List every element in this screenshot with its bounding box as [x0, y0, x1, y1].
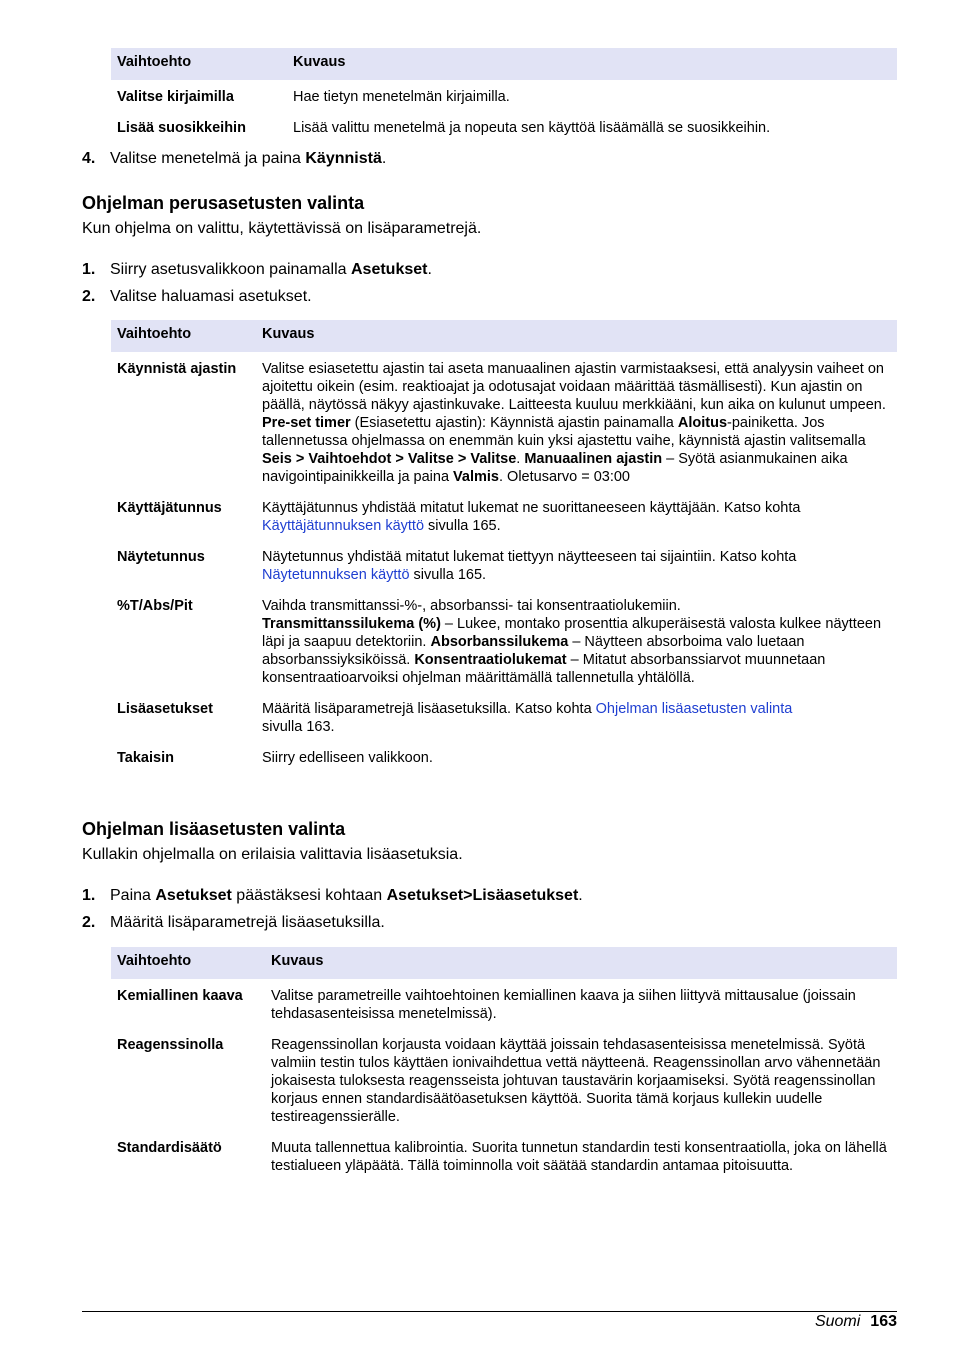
page-number: 163 — [870, 1313, 897, 1330]
option-name: Kemiallinen kaava — [117, 988, 243, 1004]
desc-text: – Syötä asianmukainen aika navigointipainikkeilla ja paina — [262, 451, 848, 485]
table-header — [111, 48, 897, 80]
step-bold: Asetukset — [155, 887, 232, 904]
step-text: Siirry asetusvalikkoon painamalla — [110, 261, 351, 278]
option-description — [256, 499, 897, 548]
user-id-link[interactable]: Käyttäjätunnuksen käyttö — [262, 518, 425, 534]
step-bold: Käynnistä — [305, 150, 382, 167]
desc-text: Vaihda transmittanssi-%-, absorbanssi- tai konsentraatiolukemiin. — [262, 598, 681, 614]
step-bold: Asetukset — [351, 261, 428, 278]
step-2 — [82, 287, 312, 307]
desc-text: . Oletusarvo = 03:00 — [499, 469, 630, 485]
option-name: Käynnistä ajastin — [117, 361, 237, 377]
table-row — [111, 119, 897, 150]
step-1 — [82, 260, 432, 280]
step-text: Valitse haluamasi asetukset. — [110, 288, 312, 305]
section-heading-advanced-settings: Ohjelman lisäasetusten valinta — [82, 819, 346, 839]
option-description: Reagenssinollan korjausta voidaan käyttää joissain tehdasasenteisissa menetelmissä. Syötä valmiin testin tulos käyttäen ionivaihdettua vettä näytteenä. Reagenssinollan arvo vähennetään jokaisesta tuloksesta reagensseista johtuvan taustavärin korjaamiseksi. Syötä reagenssinollan korjaus ennen standardisäätöasetuksen käyttöä. Suorita tämä korjaus kullekin uudelle testireagenssierälle. — [271, 1037, 881, 1125]
section-intro: Kun ohjelma on valittu, käytettävissä on lisäparametrejä. — [82, 220, 482, 237]
option-description: Valitse parametreille vaihtoehtoinen kemiallinen kaava ja siihen liittyvä mittausalue (joissain tehdasasenteisissa menetelmissä). — [271, 988, 856, 1022]
options-table-1 — [111, 48, 897, 150]
option-description: Muuta tallennettua kalibrointia. Suorita tunnetun standardin testi konsentraatiolla, joka on lähellä testialueen yläpäätä. Tällä toiminnolla voit säätää standardin antamaa pitoisuutta. — [271, 1140, 887, 1174]
option-description — [256, 700, 897, 749]
table-row — [111, 749, 897, 780]
sample-id-link[interactable]: Näytetunnuksen käyttö — [262, 567, 410, 583]
option-description: Lisää valittu menetelmä ja nopeuta sen käyttöä lisäämällä se suosikkeihin. — [293, 120, 771, 136]
step-number: 1. — [82, 887, 96, 904]
option-name: %T/Abs/Pit — [117, 598, 193, 614]
table-row — [111, 548, 897, 597]
desc-text: Näytetunnus yhdistää mitatut lukemat tiettyyn näytteeseen tai sijaintiin. Katso kohta — [262, 549, 797, 565]
step-end: . — [381, 150, 387, 167]
option-description — [256, 548, 897, 597]
option-name: Lisää suosikkeihin — [117, 120, 246, 136]
table-row — [111, 499, 897, 548]
table-header — [111, 320, 897, 352]
option-name: Valitse kirjaimilla — [117, 89, 234, 105]
section-heading-basic-settings: Ohjelman perusasetusten valinta — [82, 193, 365, 213]
options-table-2 — [111, 320, 897, 780]
header-description: Kuvaus — [287, 48, 897, 80]
step-text: päästäksesi kohtaan — [231, 887, 387, 904]
desc-bold: Pre-set timer — [262, 415, 351, 431]
table-row — [111, 352, 897, 499]
desc-text: Käyttäjätunnus yhdistää mitatut lukemat ne suorittaneeseen käyttäjään. Katso kohta — [262, 500, 801, 516]
desc-bold: Konsentraatiolukemat — [414, 652, 567, 668]
desc-text: – Näytteen absorboima valo luetaan absorbanssiyksiköissä. — [262, 634, 805, 668]
advanced-settings-link[interactable]: Ohjelman lisäasetusten valinta — [595, 701, 793, 717]
option-name: Reagenssinolla — [117, 1037, 224, 1053]
desc-text: sivulla 165. — [409, 567, 487, 583]
header-description: Kuvaus — [256, 320, 897, 352]
desc-bold: Valmis — [453, 469, 499, 485]
step-bold: Asetukset>Lisäasetukset — [386, 887, 579, 904]
option-name: Lisäasetukset — [117, 701, 213, 717]
option-description — [256, 352, 897, 499]
step-end: . — [578, 887, 583, 904]
desc-bold: Manuaalinen ajastin — [524, 451, 663, 467]
option-description: Hae tietyn menetelmän kirjaimilla. — [293, 89, 510, 105]
option-name: Näytetunnus — [117, 549, 205, 565]
desc-bold: Aloitus — [677, 415, 728, 431]
step-4 — [82, 149, 386, 169]
footer-rule — [82, 1311, 897, 1312]
step-number: 4. — [82, 150, 96, 167]
desc-text: Määritä lisäparametrejä lisäasetuksilla. Katso kohta — [262, 701, 596, 717]
table-row — [111, 979, 897, 1036]
desc-bold: Transmittanssilukema (%) — [262, 616, 441, 632]
step-end: . — [427, 261, 432, 278]
section-intro: Kullakin ohjelmalla on erilaisia valittavia lisäasetuksia. — [82, 846, 463, 863]
header-option: Vaihtoehto — [111, 48, 287, 80]
option-name: Takaisin — [117, 750, 174, 766]
desc-text: – Lukee, montako prosenttia alkuperäisestä valosta kulkee näytteen läpi ja saapuu detektoriin. — [262, 616, 882, 650]
header-description: Kuvaus — [265, 947, 897, 979]
step-text: Valitse menetelmä ja paina — [110, 150, 306, 167]
table-header — [111, 947, 897, 979]
header-option: Vaihtoehto — [111, 947, 265, 979]
step-number: 2. — [82, 914, 96, 931]
step-text: Paina — [110, 887, 156, 904]
desc-text: (Esiasetettu ajastin): Käynnistä ajastin painamalla — [350, 415, 678, 431]
desc-text: -painiketta. Jos tallennetussa ohjelmassa on enemmän kuin yksi ajastettu vaihe, käynnistä ajastin valitsemalla — [262, 415, 866, 449]
option-description — [256, 597, 897, 700]
desc-text: – Mitatut absorbanssiarvot muunnetaan konsentraatioarvoiksi ohjelman määrittämällä tallennetulla yhtälöllä. — [262, 652, 826, 686]
table-row — [111, 597, 897, 700]
desc-text: sivulla 165. — [424, 518, 501, 534]
desc-bold: Seis > Vaihtoehdot > Valitse > Valitse — [262, 451, 517, 467]
table-row — [111, 1036, 897, 1139]
option-name: Käyttäjätunnus — [117, 500, 222, 516]
step-text: Määritä lisäparametrejä lisäasetuksilla. — [110, 914, 385, 931]
step-number: 2. — [82, 288, 96, 305]
option-description: Siirry edelliseen valikkoon. — [262, 750, 433, 766]
header-option: Vaihtoehto — [111, 320, 256, 352]
options-table-3 — [111, 947, 897, 1188]
option-name: Standardisäätö — [117, 1140, 222, 1156]
footer-language: Suomi — [814, 1313, 861, 1330]
table-row — [111, 1139, 897, 1188]
desc-text: . — [516, 451, 525, 467]
page-footer — [815, 1312, 897, 1332]
table-row — [111, 700, 897, 749]
table-row — [111, 80, 897, 119]
desc-bold: Absorbanssilukema — [430, 634, 569, 650]
step-2 — [82, 913, 385, 933]
step-number: 1. — [82, 261, 96, 278]
desc-text: Valitse esiasetettu ajastin tai aseta manuaalinen ajastin varmistaaksesi, että analyysin vaiheet on ajoitettu oikein (esim. reaktioajat ja odotusajat voidaan määrittää täsmällisesti). Kun ajastin on päällä, näytössä näkyy ajastinkuvake. Laitteesta kuuluu merkkiääni, kun aika on kulunut umpeen. — [262, 361, 886, 413]
step-1 — [82, 886, 583, 906]
desc-text: sivulla 163. — [262, 719, 335, 735]
